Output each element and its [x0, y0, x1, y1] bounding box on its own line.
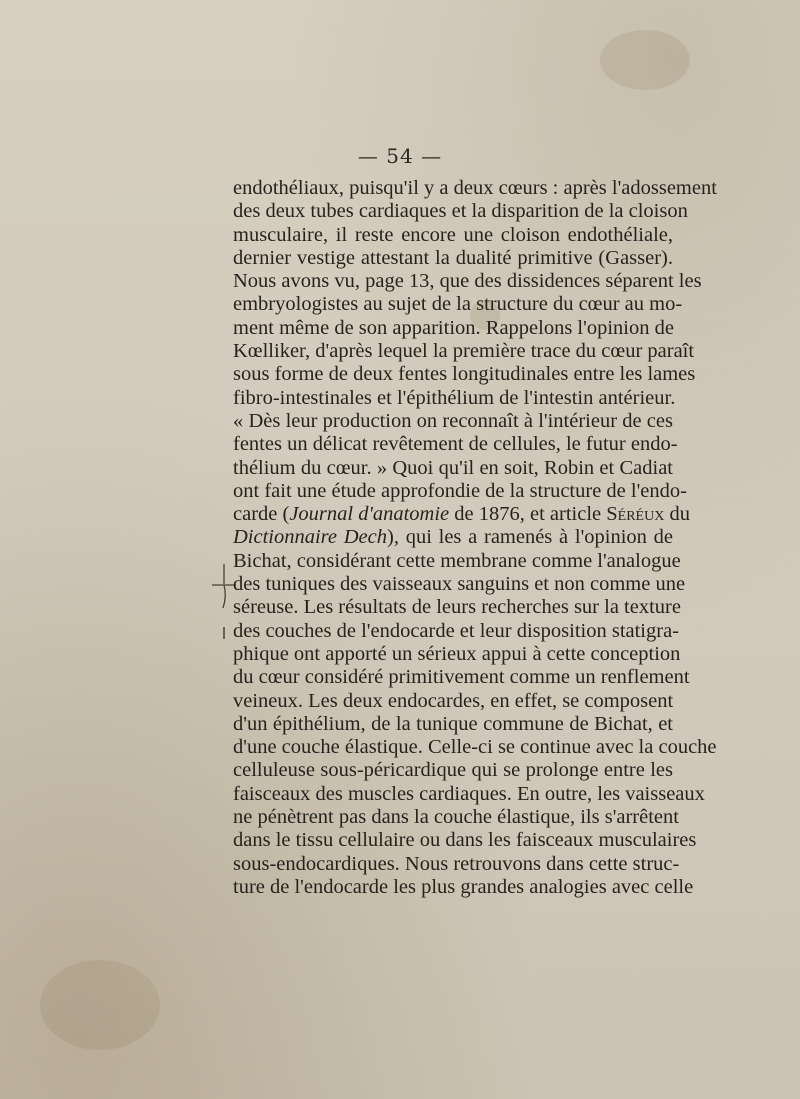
text-line: d'un épithélium, de la tunique commune de Bichat, et: [233, 712, 673, 735]
text-line: dans le tissu cellulaire ou dans les faisceaux musculaires: [233, 829, 697, 852]
text-line: Bichat, considérant cette membrane comme l'analogue: [233, 549, 681, 572]
text-line-dictionary: [233, 526, 673, 549]
text-line: ont fait une étude approfondie de la structure de l'endo-: [233, 479, 687, 502]
author-name: Séréux: [606, 503, 665, 526]
text-line: sous forme de deux fentes longitudinales entre les lames: [233, 363, 696, 386]
text-line: séreuse. Les résultats de leurs recherches sur la texture: [233, 596, 681, 619]
foxing-stain: [40, 960, 160, 1050]
dictionary-suffix: ), qui les a ramenés à l'opinion de: [387, 526, 673, 549]
text-line: sous-endocardiques. Nous retrouvons dans cette struc-: [233, 852, 680, 875]
body-text: [233, 177, 717, 899]
text-line: fibro-intestinales et l'épithélium de l'intestin antérieur.: [233, 386, 676, 409]
margin-tick-mark-icon: [221, 626, 227, 640]
journal-title: Journal d'anatomie: [289, 503, 450, 526]
text-line: veineux. Les deux endocardes, en effet, se composent: [233, 689, 674, 712]
text-line: des deux tubes cardiaques et la disparition de la cloison: [233, 200, 688, 223]
text-line: dernier vestige attestant la dualité primitive (Gasser).: [233, 246, 673, 269]
text-line: faisceaux des muscles cardiaques. En outre, les vaisseaux: [233, 782, 705, 805]
text-line: ment même de son apparition. Rappelons l'opinion de: [233, 316, 674, 339]
text-line: ne pénètrent pas dans la couche élastique, ils s'arrêtent: [233, 806, 679, 829]
text-line: Nous avons vu, page 13, que des dissidences séparent les: [233, 270, 702, 293]
text-line: phique ont apporté un sérieux appui à cette conception: [233, 642, 681, 665]
text-line: fentes un délicat revêtement de cellules, le futur endo-: [233, 433, 678, 456]
text-line-citation: [233, 503, 690, 526]
text-line: d'une couche élastique. Celle-ci se continue avec la couche: [233, 736, 717, 759]
text-line: du cœur considéré primitivement comme un renflement: [233, 666, 690, 689]
text-line: musculaire, il reste encore une cloison endothéliale,: [233, 223, 673, 246]
text-line: celluleuse sous-péricardique qui se prolonge entre les: [233, 759, 673, 782]
text-line: Kœlliker, d'après lequel la première trace du cœur paraît: [233, 340, 695, 363]
text-line: endothéliaux, puisqu'il y a deux cœurs : après l'adossement: [233, 177, 717, 199]
text-line: des couches de l'endocarde et leur disposition statigra-: [233, 619, 680, 642]
text-line: « Dès leur production on reconnaît à l'intérieur de ces: [233, 409, 673, 432]
text-line: ture de l'endocarde les plus grandes analogies avec celle: [233, 875, 694, 898]
citation-middle: de 1876, et article: [449, 503, 607, 526]
text-line: embryologistes au sujet de la structure du cœur au mo-: [233, 293, 683, 316]
text-line: thélium du cœur. » Quoi qu'il en soit, Robin et Cadiat: [233, 456, 673, 479]
citation-suffix: du: [664, 503, 690, 526]
dictionary-title: Dictionnaire Dech: [233, 526, 387, 549]
citation-prefix: carde (: [233, 503, 290, 526]
text-line: des tuniques des vaisseaux sanguins et non comme une: [233, 573, 686, 596]
page-number: — 54 —: [357, 144, 443, 168]
foxing-stain: [600, 30, 690, 90]
